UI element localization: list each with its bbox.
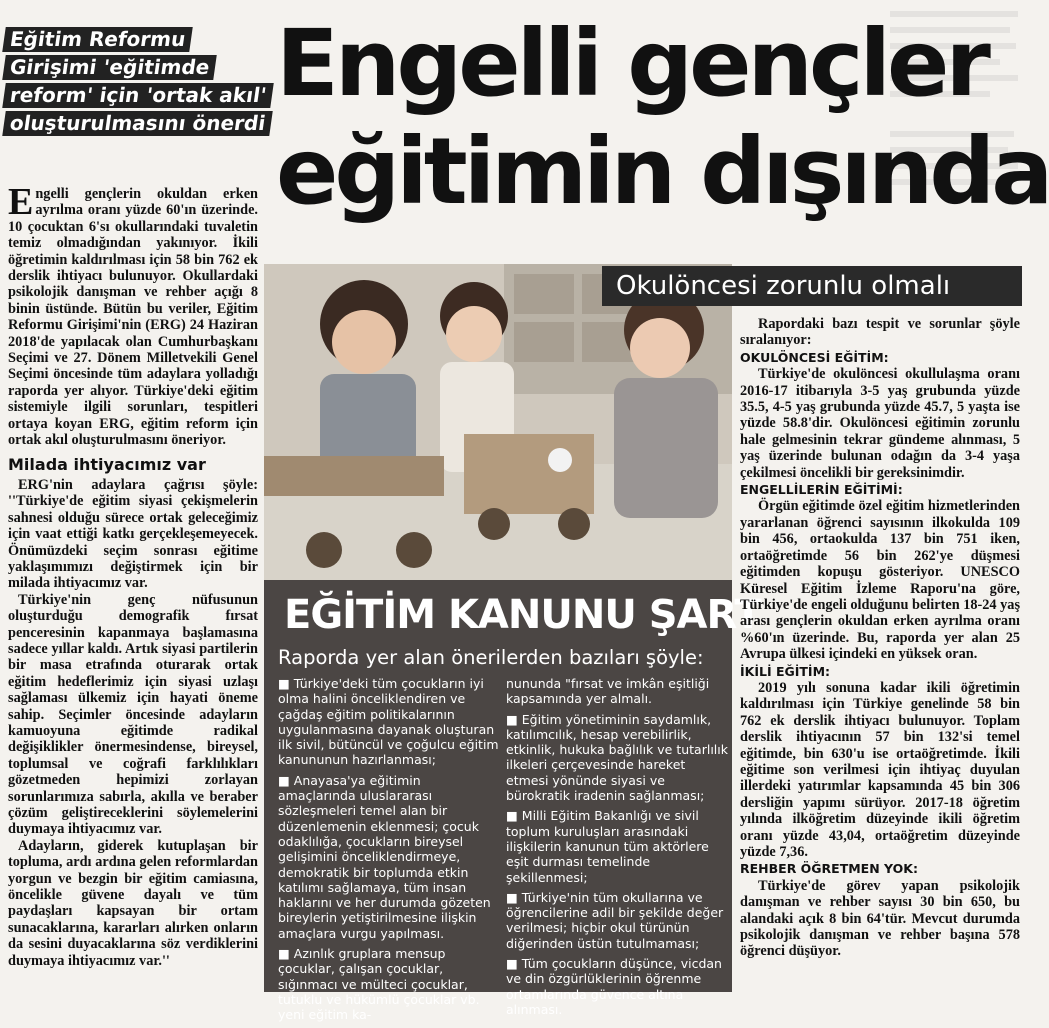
sub-headline-banner: Okulöncesi zorunlu olmalı <box>602 266 1022 306</box>
intro-paragraph: Rapordaki bazı tespit ve sorunlar şöyle sıralanıyor: <box>740 316 1020 349</box>
list-item: ■ Türkiye'deki tüm çocukların iyi olma halini önceliklendiren ve çağdaş eğitim politikalarının uygulanmasına dayanak oluşturan ilk sivil, bütüncül ve çoğulcu eğitim kanununun hazırlanması; <box>278 676 499 768</box>
box-title: EĞİTİM KANUNU ŞART <box>284 592 761 638</box>
section-heading: İKİLİ EĞİTİM: <box>740 663 831 679</box>
list-item: ■ Anayasa'ya eğitimin amaçlarında uluslararası sözleşmeleri temel alan bir düzenlemenin eklenmesi; çocuk odaklılığa, çocukların bireysel gelişimini önceliklendirmeye, demokratik bir toplumda etkin katılımı sağlamaya, tüm insan haklarını ve her durumda gözeten bireylerin yetiştirilmesine ilişkin amaçlara vurgu yapılması. <box>278 772 491 941</box>
box-subtitle: Raporda yer alan önerilerden bazıları şöyle: <box>278 646 704 669</box>
body-paragraph: Türkiye'nin genç nüfusunun oluşturduğu demografik fırsat penceresinin kapanmaya başlamasına sadece yıllar kaldı. Artık siyasi partilerin bir masa etrafında oturarak ortak eğitim hedeflerimiz için siyasi uzlaşı sağlaması ülkemiz için hayati öneme sahip. Seçimler öncesinde adayların kamuoyuna eğitimde radikal değişiklikler önermesindense, bireysel, toplumsal ve coğrafi farklılıkları gözetmeden hepimizi zorlayan sorunlarımıza sabırla, akılla ve beraber çözüm geliştireceklerini söylemelerini duymaya ihtiyacımız var. <box>8 591 258 838</box>
sidebar-box <box>264 580 761 1023</box>
section-heading: ENGELLİLERİN EĞİTİMİ: <box>740 482 903 498</box>
kicker-line-1: Eğitim Reformu <box>2 27 193 52</box>
kicker-line-2: Girişimi 'eğitimde <box>2 55 217 80</box>
list-item: nununda "fırsat ve imkân eşitliği kapsamında yer almalı. <box>506 676 710 707</box>
section-heading: OKULÖNCESİ EĞİTİM: <box>740 349 889 365</box>
dropcap: E <box>8 181 34 223</box>
list-item: ■ Milli Eğitim Bakanlığı ve sivil toplum kuruluşları arasındaki ilişkilerin kanunun tüm aktörlere eşit durması temelinde şekillenmesi; <box>506 808 709 885</box>
list-item: ■ Eğitim yönetiminin saydamlık, katılımcılık, hesap verebilirlik, etkinlik, hukuka bağlılık ve tutarlılık ilkeleri çerçevesinde hareket etmesi yönünde siyasi ve bürokratik iradenin sağlanması; <box>506 711 728 804</box>
list-item: ■ Tüm çocukların düşünce, vicdan ve din özgürlüklerinin öğrenme ortamlarında güvence altına alınması. <box>506 956 722 1017</box>
body-paragraph: Örgün eğitimde özel eğitim hizmetlerinden yararlanan öğrenci sayısının ilkokulda 109 bin 456, ortaokulda 137 bin 751 iken, ortaöğretimde 56 bin 262'ye düşmesi eğitimden kopuşu gösteriyor. UNESCO Küresel Eğitim İzleme Raporu'na göre, Türkiye'de engeli olduğunu belirten 18-24 yaş arası gençlerin okuldan erken ayrılma oranı %60'ın üzerinde. Bu, raporda yer alan 25 Avrupa ülkesi içindeki en yüksek oran. <box>740 498 1021 663</box>
box-column-left <box>278 676 500 1028</box>
right-column <box>740 316 1020 960</box>
body-paragraph: Türkiye'de görev yapan psikolojik danışman ve rehber sayısı 30 bin 650, bu alandaki açık 8 bin 64'tür. Mevcut durumda psikolojik danışman ve rehber başına 578 öğrenci düşüyor. <box>740 877 1020 960</box>
children-photo <box>264 264 732 580</box>
headline-line-1: Engelli gençler <box>276 10 987 117</box>
box-column-right <box>506 676 728 1022</box>
list-item: ■ Azınlık gruplara mensup çocuklar, çalışan çocuklar, sığınmacı ve mülteci çocuklar, tutuklu ve hükümlü çocuklar vb. yeni eğitim ka- <box>278 946 480 1023</box>
children-illustration <box>264 264 732 580</box>
body-paragraph: Adayların, giderek kutuplaşan bir topluma, ardı ardına gelen reformlardan yorgun ve bezgin bir eğitim camiasına, öncelikle güvene dayalı ve tüm paydaşları kapsayan bir ortam sunacaklarına, kararları alırken onların da sesini duyacaklarına söz verdiklerini duymaya ihtiyacımız var.'' <box>8 837 258 969</box>
lead-paragraph: ngelli gençlerin okuldan erken ayrılma oranı yüzde 60'ın üzerinde. 10 çocuktan 6'sı okullarındaki tuvaletin temiz olmadığından yakınıyor. İkili öğretimin kaldırılması için 58 bin 762 ek derslik ihtiyacı bulunuyor. Okullardaki psikolojik danışman ve rehber açığı 8 binin üstünde. Bütün bu veriler, Eğitim Reformu Girişimi'nin (ERG) 24 Haziran 2018'de yapılacak olan Cumhurbaşkanı Seçimi ve 27. Dönem Milletvekili Genel Seçimi öncesinde tüm adaylara yolladığı raporda yer alıyor. Türkiye'deki eğitim sistemiyle ilgili sorunları, tespitleri ortaya koyan ERG, eğitim reform için ortak akıl oluşturulmasını öneriyor. <box>8 186 258 449</box>
kicker-line-4: oluşturulmasını önerdi <box>2 111 273 136</box>
left-column <box>8 181 258 969</box>
kicker-line-3: reform' için 'ortak akıl' <box>2 83 274 108</box>
kicker <box>4 27 272 139</box>
section-heading: REHBER ÖĞRETMEN YOK: <box>740 861 918 877</box>
body-paragraph: Türkiye'de okulöncesi okullulaşma oranı 2016-17 itibarıyla 3-5 yaş grubunda yüzde 35.5, 4-5 yaş grubunda yüzde 45.7, 5 yaşta ise yüzde 58.8'dir. Okulöncesi eğitimin zorunlu hale gelmesinin tekrar gündeme alınması, 5 yaş üzerinde bulunan odağın da 3-4 yaşa çekilmesi öncelikli bir gereksinimdir. <box>740 366 1020 481</box>
body-paragraph: ERG'nin adaylara çağrısı şöyle: ''Türkiye'de eğitim siyasi çekişmelerin sahnesi olduğu sürece ortak geleceğimiz için vaat ettiği katkı gerçekleşemeyecek. Önümüzdeki seçim sonrası eğitime yaklaşımımızı değiştirmek için bir milada ihtiyacımız var. <box>8 476 258 592</box>
list-item: ■ Türkiye'nin tüm okullarına ve öğrencilerine adil bir şekilde değer verilmesi; hiçbir okul türünün diğerinden üstün tutulmaması; <box>506 889 724 951</box>
body-paragraph: 2019 yılı sonuna kadar ikili öğretimin kaldırılması için Türkiye genelinde 58 bin 762 ek derslik ihtiyacı bulunuyor. Toplam derslik ihtiyacının 57 bin 132'si temel eğitimde, bin 630'u ise ortaöğretimde. İkili eğitime son verilmesi için ihtiyaç duyulan illerdeki yatırımlar kapsamında 45 bin 306 dersliğin yapımı sürüyor. 2017-18 öğretim yılında ilköğretim düzeyinde ikili öğretim oranı yüzde 43,04, ortaöğretim düzeyinde yüzde 7,36. <box>740 679 1020 860</box>
section-heading: Milada ihtiyacımız var <box>8 454 206 474</box>
headline-line-2: eğitimin dışında <box>276 118 1049 225</box>
